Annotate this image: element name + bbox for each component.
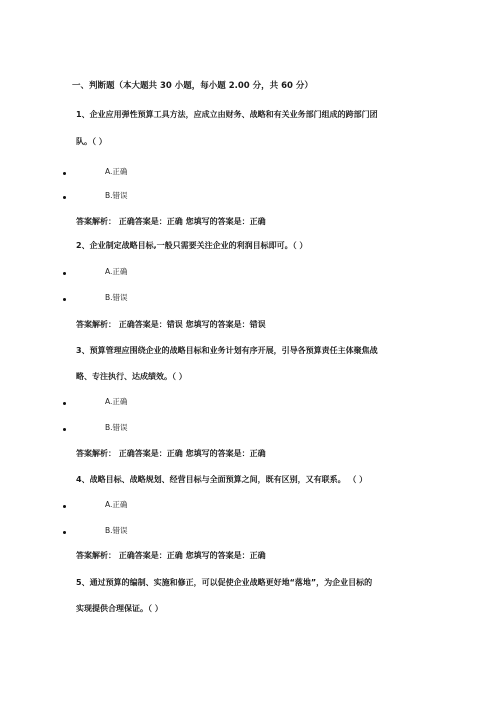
question-4-answer: 答案解析： 正确答案是：正确 您填写的答案是：正确: [76, 551, 266, 560]
bullet-icon: [63, 402, 66, 405]
question-3-answer: 答案解析： 正确答案是：正确 您填写的答案是：正确: [76, 449, 266, 458]
question-5-text-line-1: 5、通过预算的编制、实施和修正，可以促使企业战略更好地“落地”，为企业目标的: [76, 578, 373, 587]
question-3-text-line-2: 略、专注执行、达成绩效。（ ）: [76, 372, 187, 381]
question-2-text-line-1: 2、企业制定战略目标,一般只需要关注企业的利润目标即可。（ ）: [76, 241, 308, 250]
question-5-text-line-2: 实现提供合理保证。（ ）: [76, 604, 163, 613]
question-3-option-a: A.正确: [105, 397, 128, 406]
question-1-text-line-2: 队。（ ）: [76, 137, 107, 146]
question-4-option-b: B.错误: [105, 526, 128, 535]
question-3-text-line-1: 3、预算管理应围绕企业的战略目标和业务计划有序开展，引导各预算责任主体聚焦战: [76, 346, 378, 355]
question-3-option-b: B.错误: [105, 423, 128, 432]
section-heading: 一、判断题（本大题共 30 小题，每小题 2.00 分，共 60 分）: [72, 81, 313, 91]
question-2-option-b: B.错误: [105, 293, 128, 302]
question-4-text-line-1: 4、战略目标、战略规划、经营目标与全面预算之间，既有区别，又有联系。 （ ）: [76, 475, 368, 484]
question-1-option-b: B.错误: [105, 191, 128, 200]
bullet-icon: [63, 428, 66, 431]
bullet-icon: [63, 196, 66, 199]
question-1-text-line-1: 1、企业应用弹性预算工具方法，应成立由财务、战略和有关业务部门组成的跨部门团: [76, 110, 378, 119]
bullet-icon: [63, 272, 66, 275]
bullet-icon: [63, 172, 66, 175]
bullet-icon: [63, 298, 66, 301]
question-1-option-a: A.正确: [105, 167, 128, 176]
bullet-icon: [63, 505, 66, 508]
question-1-answer: 答案解析： 正确答案是：正确 您填写的答案是：正确: [76, 217, 266, 226]
question-2-option-a: A.正确: [105, 267, 128, 276]
bullet-icon: [63, 531, 66, 534]
question-2-answer: 答案解析： 正确答案是：错误 您填写的答案是：错误: [76, 320, 266, 329]
question-4-option-a: A.正确: [105, 500, 128, 509]
